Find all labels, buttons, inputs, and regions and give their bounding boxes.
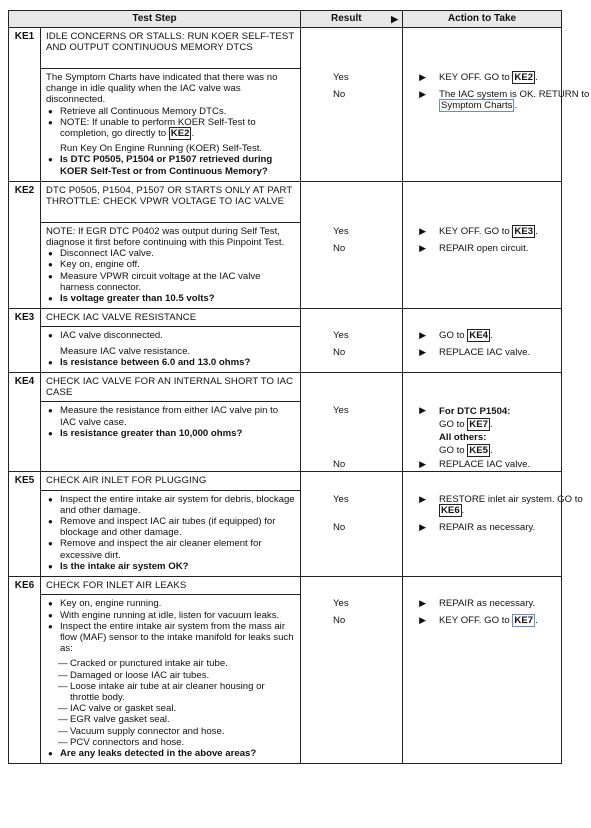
step-ke1-title-row — [9, 28, 562, 69]
action-no: REPAIR open circuit. — [439, 242, 529, 254]
arrow-icon: ▶ — [391, 14, 398, 24]
step-intro: The Symptom Charts have indicated that there was no change in idle quality when the IAC valve was disconnected. — [46, 72, 278, 106]
result-yes: Yes ▶ — [333, 72, 426, 89]
arrow-icon: ▶ — [419, 89, 426, 99]
step-bullet: ● IAC valve disconnected. — [46, 330, 295, 341]
result-no: No ▶ — [333, 615, 426, 632]
step-body — [41, 490, 583, 576]
step-bullet: ● Disconnect IAC valve. — [46, 248, 295, 259]
arrow-icon: ▶ — [419, 405, 426, 416]
step-ke2-title-row — [9, 181, 562, 222]
step-bullet: ● Inspect the entire intake air system from the mass air flow (MAF) sensor to the intake manifold for leaks such as: — [46, 621, 295, 655]
arrow-icon: ▶ — [419, 521, 426, 532]
step-bullet: ● NOTE: If unable to perform KOER Self-Test to completion, go directly to KE2 . — [46, 117, 295, 139]
step-question: ● Are any leaks detected in the above areas? — [46, 748, 295, 759]
leak-item: — Loose intake air tube at air cleaner housing or throttle body. — [46, 681, 295, 703]
step-ke3-title-row — [9, 309, 562, 327]
action-yes: RESTORE inlet air system. GO to KE6 . — [439, 493, 583, 516]
action-no: REPLACE IAC valve. — [439, 459, 531, 471]
step-bullet: ● Retrieve all Continuous Memory DTCs. — [46, 106, 295, 117]
action-heading: For DTC P1504: — [439, 406, 511, 418]
step-question: ● Is resistance greater than 10,000 ohms? — [46, 428, 295, 439]
step-sub: Measure IAC valve resistance. — [60, 345, 191, 357]
leak-item: — PCV connectors and hose. — [46, 737, 295, 748]
arrow-icon: ▶ — [419, 330, 426, 341]
step-title: CHECK IAC VALVE RESISTANCE — [41, 309, 301, 327]
result-no: No ▶ — [333, 347, 426, 364]
leak-item: — Vacuum supply connector and hose. — [46, 726, 295, 737]
step-id: KE3 — [9, 309, 41, 373]
action-yes: KEY OFF. GO to KE3 . — [439, 225, 538, 237]
result-no: No ▶ — [333, 243, 426, 260]
leak-item: — Damaged or loose IAC air tubes. — [46, 670, 295, 681]
result-yes: Yes ▶ — [333, 226, 426, 243]
step-bullet: ● With engine running at idle, listen for vacuum leaks. — [46, 610, 295, 621]
header-action: Action to Take — [403, 11, 562, 28]
ref-ke2[interactable]: KE2 — [514, 72, 534, 83]
step-ke4-body-row — [9, 402, 562, 472]
step-id: KE4 — [9, 373, 41, 472]
step-body — [41, 595, 538, 764]
step-title: IDLE CONCERNS OR STALLS: RUN KOER SELF-TEST AND OUTPUT CONTINUOUS MEMORY DTCS — [41, 28, 301, 69]
step-title: DTC P0505, P1504, P1507 OR STARTS ONLY AT PART THROTTLE: CHECK VPWR VOLTAGE TO IAC VALVE — [41, 181, 301, 222]
header-test-step: Test Step — [9, 11, 301, 28]
action-no: REPAIR as necessary. — [439, 521, 536, 533]
action-no: The IAC system is OK. RETURN to Symptom Charts . — [439, 89, 590, 112]
leak-item: — IAC valve or gasket seal. — [46, 703, 295, 714]
result-yes: Yes ▶ — [333, 330, 426, 347]
ref-ke4[interactable]: KE4 — [469, 330, 488, 342]
arrow-icon: ▶ — [419, 615, 426, 626]
leak-item: — Cracked or punctured intake air tube. — [46, 658, 295, 669]
step-ke5-title-row — [9, 472, 562, 490]
ref-ke6[interactable]: KE6 — [441, 504, 460, 516]
ref-ke2[interactable]: KE2 — [170, 128, 190, 140]
step-sub: Run Key On Engine Running (KOER) Self-Test. — [60, 143, 263, 155]
arrow-icon: ▶ — [419, 598, 426, 609]
step-bullet: ● Measure VPWR circuit voltage at the IAC valve harness connector. — [46, 271, 295, 293]
step-bullet: ● Remove and inspect the air cleaner element for excessive dirt. — [46, 538, 295, 560]
step-title: CHECK FOR INLET AIR LEAKS — [41, 577, 301, 595]
ref-ke3[interactable]: KE3 — [514, 225, 534, 237]
step-body — [41, 327, 531, 373]
ref-ke7[interactable]: KE7 — [514, 615, 534, 627]
step-ke4-title-row — [9, 373, 562, 402]
arrow-icon: ▶ — [419, 225, 426, 236]
result-yes: Yes ▶ — [333, 405, 426, 422]
step-title: CHECK AIR INLET FOR PLUGGING — [41, 472, 301, 490]
step-id: KE6 — [9, 577, 41, 764]
step-question: ● Is voltage greater than 10.5 volts? — [46, 293, 295, 304]
step-bullet: ● Measure the resistance from either IAC valve pin to IAC valve case. — [46, 405, 295, 427]
step-note: NOTE: If EGR DTC P0402 was output during Self Test, diagnose it first before continuing with this Pinpoint Test. — [46, 225, 285, 249]
step-ke6-title-row — [9, 577, 562, 595]
step-body — [41, 69, 590, 182]
ref-ke7[interactable]: KE7 — [469, 419, 488, 431]
step-bullet: ● Inspect the entire intake air system for debris, blockage and other damage. — [46, 494, 295, 516]
action-no: REPLACE IAC valve. — [439, 347, 531, 359]
step-id: KE2 — [9, 181, 41, 308]
action-yes: GO to KE4 . — [439, 330, 493, 342]
result-yes: Yes ▶ — [333, 598, 426, 615]
step-body — [41, 402, 531, 472]
step-question: ● Is the intake air system OK? — [46, 561, 295, 572]
step-title: CHECK IAC VALVE FOR AN INTERNAL SHORT TO IAC CASE — [41, 373, 301, 402]
result-no: No ▶ — [333, 89, 426, 106]
leak-item: — EGR valve gasket seal. — [46, 714, 295, 725]
symptom-charts-link[interactable]: Symptom Charts — [441, 100, 513, 112]
arrow-icon: ▶ — [419, 347, 426, 358]
step-bullet: ● Key on, engine off. — [46, 259, 295, 270]
result-no: No ▶ — [333, 459, 426, 476]
action-yes: REPAIR as necessary. — [439, 598, 536, 610]
result-yes: Yes ▶ — [333, 494, 426, 522]
step-body — [41, 222, 538, 308]
pinpoint-test-table — [8, 10, 590, 764]
action-yes: KEY OFF. GO to KE2 . — [439, 72, 538, 83]
arrow-icon: ▶ — [419, 493, 426, 504]
arrow-icon: ▶ — [419, 242, 426, 253]
arrow-icon: ▶ — [419, 459, 426, 470]
action-line: GO to KE5 . — [439, 445, 493, 457]
step-question: ● Is DTC P0505, P1504 or P1507 retrieved during KOER Self-Test or from Continuous Memory? — [46, 154, 295, 176]
header-result: Result ▶ — [301, 11, 403, 28]
table-header-row — [9, 11, 562, 28]
step-question: ● Is resistance between 6.0 and 13.0 ohms? — [46, 357, 295, 368]
action-heading: All others: — [439, 432, 487, 444]
step-id: KE1 — [9, 28, 41, 182]
result-no: No ▶ — [333, 522, 426, 539]
arrow-icon: ▶ — [419, 72, 426, 82]
action-line: GO to KE7 . — [439, 419, 493, 431]
ref-ke5[interactable]: KE5 — [469, 445, 488, 457]
action-no: KEY OFF. GO to KE7 . — [439, 615, 538, 627]
step-bullet: ● Remove and inspect IAC air tubes (if equipped) for blockage and other damage. — [46, 516, 295, 538]
step-bullet: ● Key on, engine running. — [46, 598, 295, 609]
step-id: KE5 — [9, 472, 41, 577]
